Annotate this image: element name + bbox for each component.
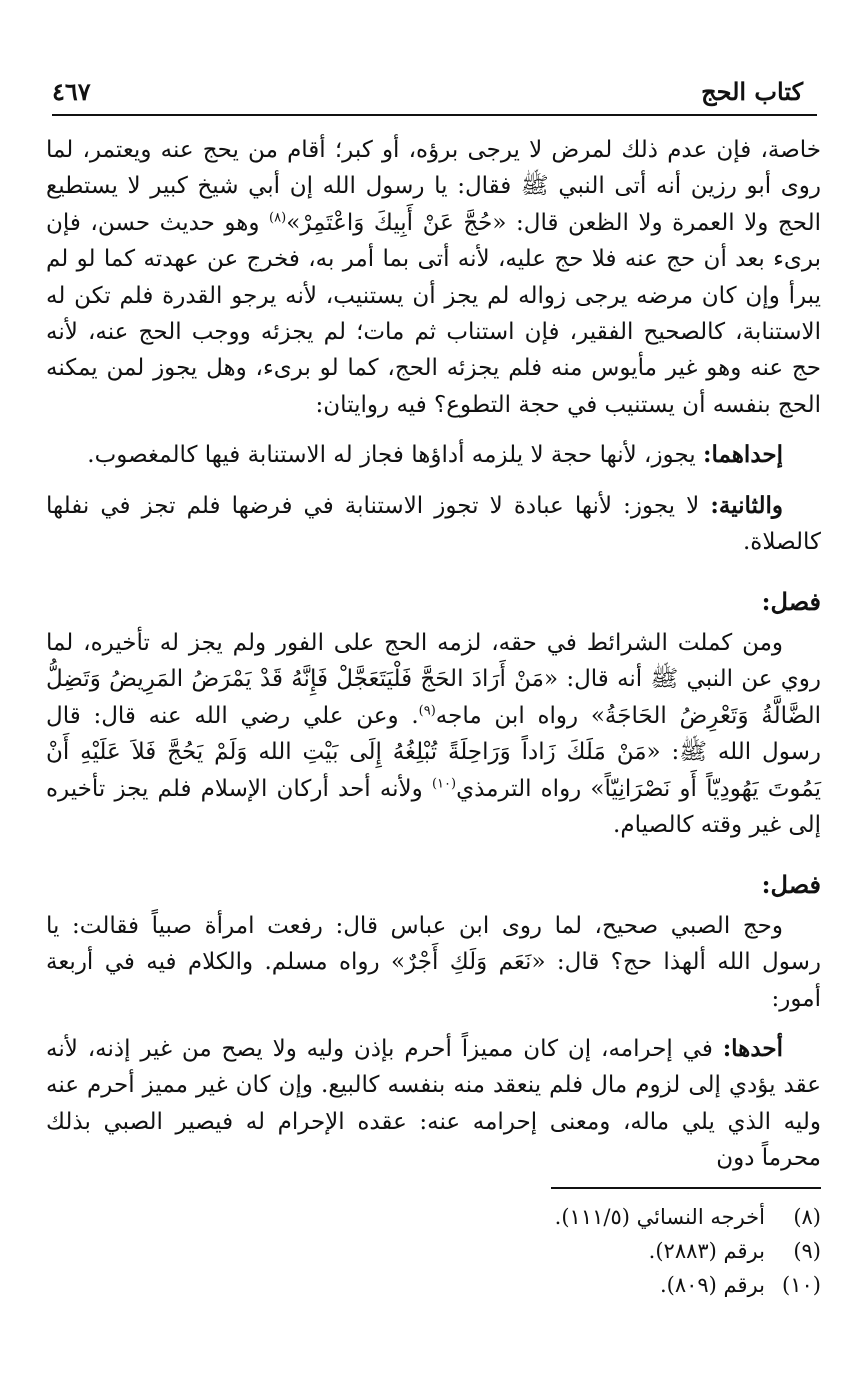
- footnote-text: برقم (٨٠٩).: [659, 1273, 765, 1297]
- header-rule: [52, 114, 817, 116]
- paragraph: والثانية: لا يجوز: لأنها عبادة لا تجوز الاستنابة في فرضها فلم تجز في نفلها كالصلاة.: [46, 491, 821, 556]
- footnote-ref: (١٠): [431, 775, 457, 791]
- footnotes: [321, 1200, 821, 1302]
- main-text: [46, 132, 821, 1177]
- page-number: ٤٦٧: [52, 77, 91, 106]
- footnote-number: (١٠): [782, 1273, 821, 1297]
- paragraph: ومن كملت الشرائط في حقه، لزمه الحج على الفور ولم يجز له تأخيره، لما روي عن النبي ﷺ أنه قال: «مَنْ أَرَادَ الحَجَّ فَلْيَتَعَجَّلْ فَإِنَّهُ قَدْ يَمْرَضُ المَرِيضُ وَتَضِلُّ الضَّالَّةُ وَتَعْرِضُ الحَاجَةُ» رواه ابن ماجه$^{(٩)}$. وعن علي رضي الله عنه قال: قال رسول الله ﷺ: «مَنْ مَلَكَ زَاداً وَرَاحِلَةً تُبْلِغُهُ إِلَى بَيْتِ الله وَلَمْ يَحُجَّ فَلاَ عَلَيْهِ أَنْ يَمُوتَ يَهُودِيّاً أَو نَصْرَانِيّاً» رواه الترمذي$^{(١٠)}$ ولأنه أحد أركان الإسلام فلم يجز تأخيره إلى غير وقته كالصيام.: [46, 629, 821, 838]
- footnote-rule: [551, 1187, 821, 1189]
- book-title: كتاب الحج: [701, 77, 803, 106]
- running-header: [52, 66, 803, 106]
- footnote-number: (٩): [793, 1239, 821, 1263]
- paragraph: وحج الصبي صحيح، لما روى ابن عباس قال: رفعت امرأة صبياً فقالت: يا رسول الله ألهذا حج؟ قال: «نَعَم وَلَكِ أَجْرٌ» رواه مسلم. والكلام فيه في أربعة أمور:: [46, 912, 821, 1012]
- footnote-number: (٨): [793, 1205, 821, 1229]
- paragraph-label: إحداهما:: [703, 441, 783, 469]
- section-heading: فصل:: [761, 587, 821, 617]
- paragraph: إحداهما: يجوز، لأنها حجة لا يلزمه أداؤها فجاز له الاستنابة فيها كالمغصوب.: [87, 441, 783, 469]
- paragraph-label: والثانية:: [710, 491, 783, 519]
- footnote-text: برقم (٢٨٨٣).: [648, 1239, 765, 1263]
- paragraph-label: أحدها:: [722, 1034, 783, 1062]
- footnote: [321, 1268, 821, 1302]
- paragraph: خاصة، فإن عدم ذلك لمرض لا يرجى برؤه، أو كبر؛ أقام من يحج عنه ويعتمر، لما روى أبو رزين أنه أتى النبي ﷺ فقال: يا رسول الله إن أبي شيخ كبير لا يستطيع الحج ولا العمرة ولا الظعن قال: «حُجَّ عَنْ أَبِيكَ وَاعْتَمِرْ»$^{(٨)}$ وهو حديث حسن، فإن برىء بعد أن حج عنه فلا حج عليه، لأنه أتى بما أمر به، فخرج عن عهدته كما لو لم يبرأ وإن كان مرضه يرجى زواله لم يجز أن يستنيب، لأنه يرجو القدرة فلم تكن له الاستنابة، كالصحيح الفقير، فإن استناب ثم مات؛ لم يجزئه ووجب الحج عنه، لأنه حج عنه وهو غير مأيوس منه فلم يجزئه الحج، كما لو برىء، وهل يجوز لمن يمكنه الحج بنفسه أن يستنيب في حجة التطوع؟ فيه روايتان:: [46, 137, 821, 418]
- section-heading: فصل:: [761, 870, 821, 900]
- footnote-ref: (٨): [269, 210, 287, 226]
- footnote-ref: (٩): [418, 703, 436, 719]
- footnote: [321, 1200, 821, 1234]
- footnote-text: أخرجه النسائي (١١١/٥).: [554, 1205, 765, 1229]
- paragraph: أحدها: في إحرامه، إن كان مميزاً أحرم بإذن وليه ولا يصح من غير إذنه، لأنه عقد يؤدي إلى لزوم مال فلم ينعقد منه بنفسه كالبيع. وإن كان غير مميز أحرم عنه وليه الذي يلي ماله، ومعنى إحرامه عنه: عقده الإحرام له فيصير الصبي بذلك محرماً دون: [46, 1034, 821, 1172]
- footnote: [321, 1234, 821, 1268]
